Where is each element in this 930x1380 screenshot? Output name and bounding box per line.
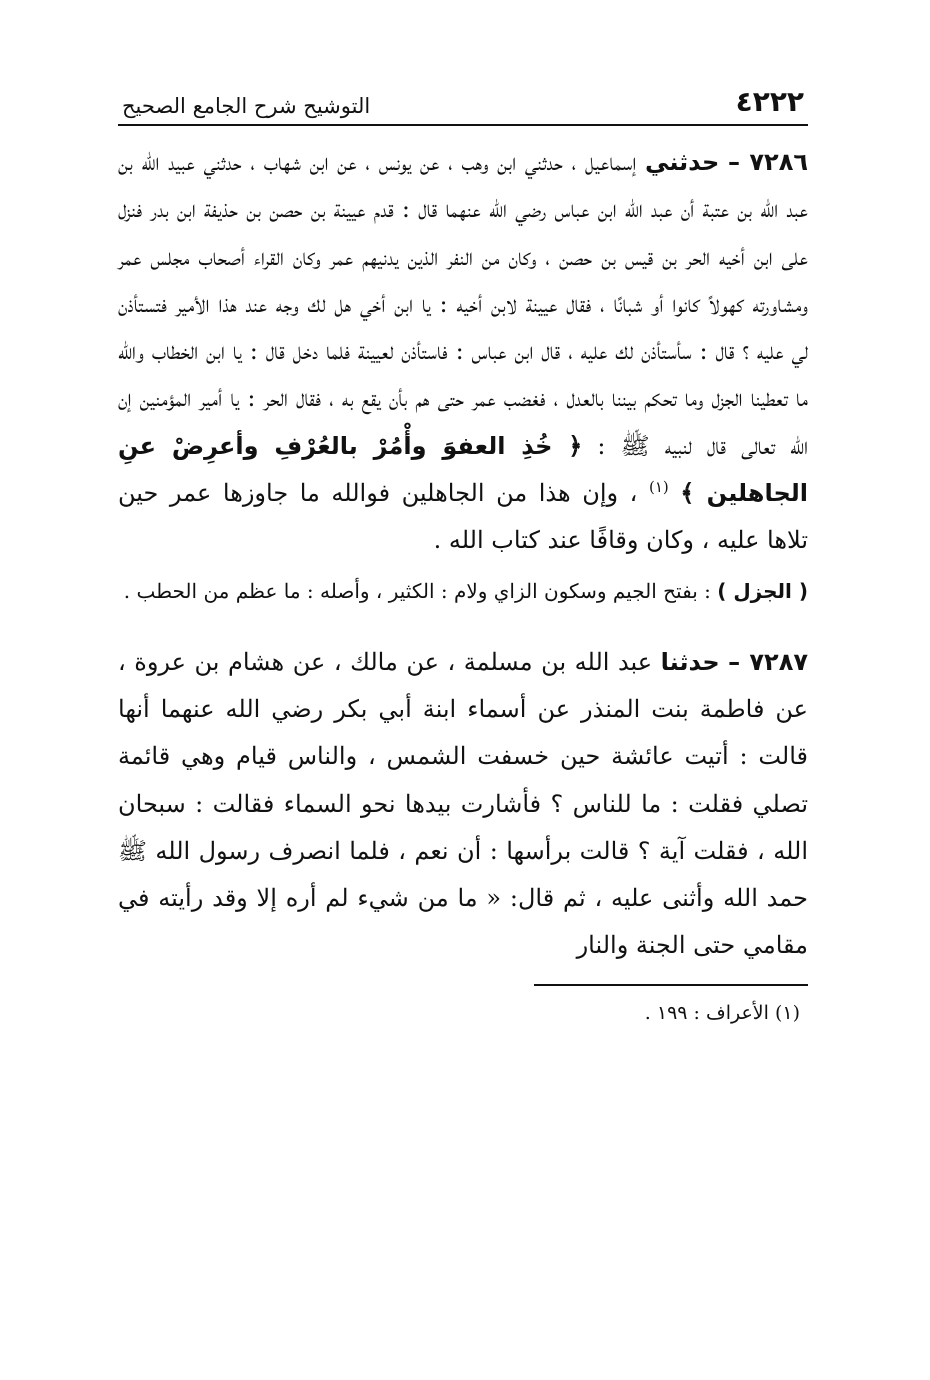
- hadith-number: ٧٢٨٧ –: [728, 647, 808, 676]
- header-rule: [118, 124, 808, 126]
- hadith-number: ٧٢٨٦ –: [727, 148, 808, 176]
- narration-label: حدثني: [645, 148, 720, 176]
- running-title: التوشيح شرح الجامع الصحيح: [122, 94, 371, 118]
- quran-verse: ﴿ خُذِ العفوَ وأْمُرْ بالعُرْفِ وأعرِضْ عنِ الجاهلين ﴾: [118, 431, 808, 508]
- hadith-text: عبد الله بن مسلمة ، عن مالك ، عن هشام بن عروة ، عن فاطمة بنت المنذر عن أسماء ابنة أبي بكر رضي الله عنهما أنها قالت : أتيت عائشة حين خسفت الشمس ، والناس قيام وهي قائمة تصلي فقلت : ما للناس ؟ فأشارت بيدها نحو السماء فقالت : سبحان الله ، فقلت آية ؟ قالت برأسها : أن نعم ، فلما انصرف رسول الله ﷺ حمد الله وأثنى عليه ، ثم قال: « ما من شيء لم أره إلا وقد رأيته في مقامي حتى الجنة والنار: [118, 647, 808, 960]
- hadith-7286: [118, 139, 808, 565]
- gloss-term: ( الجزل ): [717, 578, 808, 603]
- hadith-text-continued: ، وإن هذا من الجاهلين فوالله ما جاوزها عمر حين تلاها عليه ، وكان وقافًا عند كتاب الله .: [118, 479, 808, 555]
- book-page: [118, 78, 808, 1028]
- footnote: (١) الأعراف : ١٩٩ .: [644, 1001, 800, 1024]
- footnote-rule: [534, 984, 808, 986]
- gloss-text: : بفتح الجيم وسكون الزاي ولام : الكثير ، وأصله : ما عظم من الحطب .: [123, 578, 718, 603]
- gloss-note: [118, 573, 808, 609]
- narration-label: حدثنا: [660, 647, 720, 676]
- page-number: ٤٢٢٢: [735, 85, 804, 118]
- hadith-7287: [118, 639, 808, 970]
- footnote-reference: (١): [648, 478, 669, 497]
- page-header: [118, 78, 808, 118]
- hadith-text: إسماعيل ، حدثني ابن وهب ، عن يونس ، عن ابن شهاب ، حدثني عبيد الله بن عبد الله بن عتبة أن عبد الله ابن عباس رضي الله عنهما قال : قدم عيينة بن حصن بن حذيفة ابن بدر فنزل على ابن أخيه الحر بن قيس بن حصن ، وكان من النفر الذين يدنيهم عمر وكان القراء أصحاب مجلس عمر ومشاورته كهولاً كانوا أو شبانًا ، فقال عيينة لابن أخيه : يا ابن أخي هل لك وجه عند هذا الأمير فتستأذن لي عليه ؟ قال : سأستأذن لك عليه ، قال ابن عباس : فاستأذن لعيينة فلما دخل قال : يا ابن الخطاب والله ما تعطينا الجزل وما تحكم بيننا بالعدل ، فغضب عمر حتى هم بأن يقع به ، فقال الحر : يا أمير المؤمنين إن الله تعالى قال لنبيه ﷺ :: [118, 148, 809, 460]
